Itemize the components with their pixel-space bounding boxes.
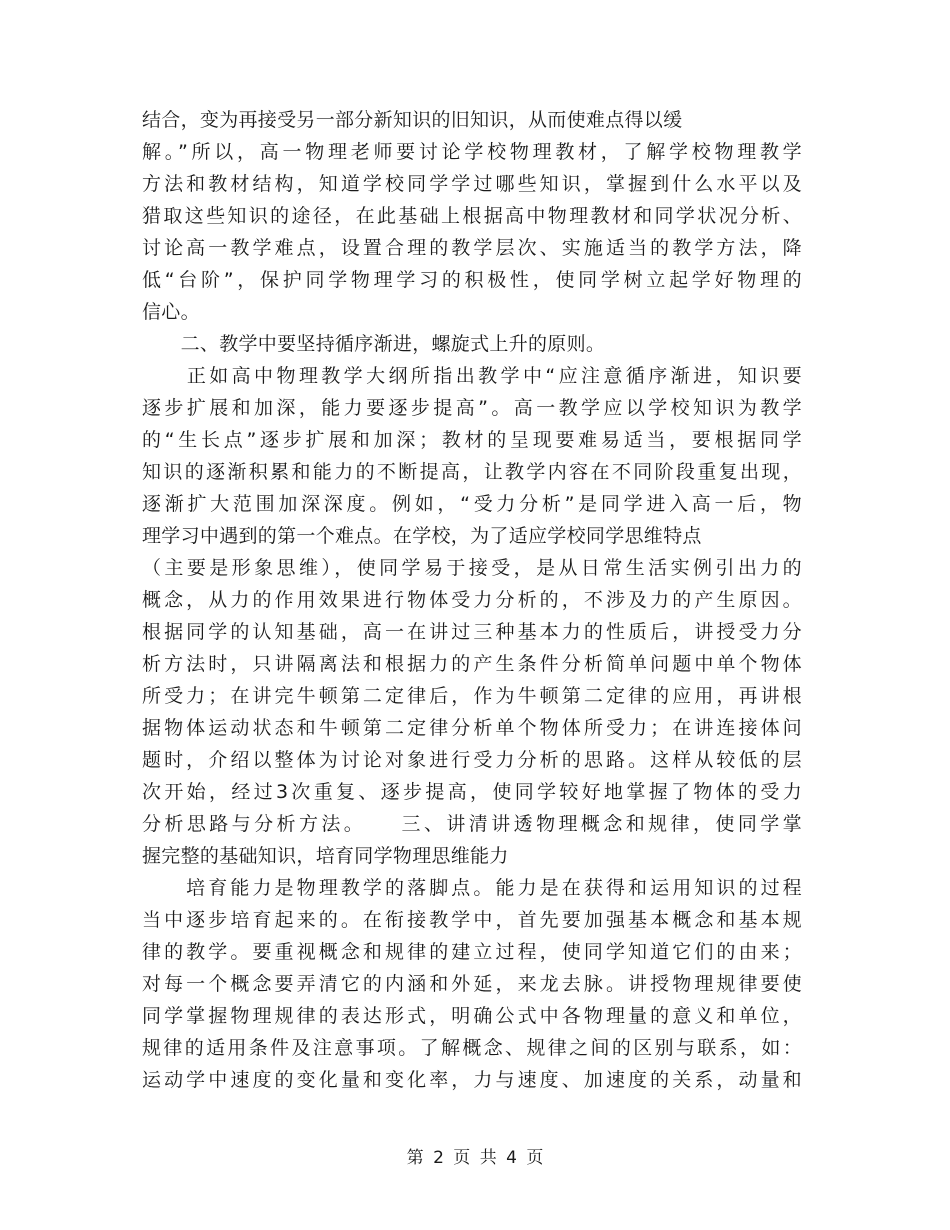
footer-label-1: 第 (406, 1148, 424, 1168)
text-line: 对每一个概念要弄清它的内涵和外延，来龙去脉。讲授物理规律要使 (142, 973, 802, 995)
text-line: 握完整的基础知识，培育同学物理思维能力 (142, 845, 509, 867)
text-line: 运动学中速度的变化量和变化率，力与速度、加速度的关系，动量和 (142, 1069, 802, 1091)
text-line: 二、教学中要坚持循序渐进，螺旋式上升的原则。 (142, 333, 606, 355)
footer-label-4: 页 (526, 1148, 544, 1168)
text-line: （主要是形象思维），使同学易于接受，是从日常生活实例引出力的 (142, 557, 802, 579)
text-line: 信心。 (142, 301, 200, 323)
text-line: 规律的适用条件及注意事项。了解概念、规律之间的区别与联系，如： (142, 1037, 802, 1059)
page-footer (0, 1146, 950, 1170)
text-line: 培育能力是物理教学的落脚点。能力是在获得和运用知识的过程 (142, 877, 802, 899)
text-line: 概念，从力的作用效果进行物体受力分析的，不涉及力的产生原因。 (142, 589, 802, 611)
page-total: 4 (506, 1148, 517, 1168)
text-line: 分析思路与分析方法。 三、讲清讲透物理概念和规律，使同学掌 (142, 813, 802, 835)
footer-label-3: 共 (479, 1148, 497, 1168)
text-line: 所受力；在讲完牛顿第二定律后，作为牛顿第二定律的应用，再讲根 (142, 685, 802, 707)
text-line: 同学掌握物理规律的表达形式，明确公式中各物理量的意义和单位， (142, 1005, 802, 1027)
text-line: 解。”所以，高一物理老师要讨论学校物理教材，了解学校物理教学 (142, 141, 802, 163)
text-line: 讨论高一教学难点，设置合理的教学层次、实施适当的教学方法，降 (142, 237, 802, 259)
text-line: 析方法时，只讲隔离法和根据力的产生条件分析简单问题中单个物体 (142, 653, 802, 675)
body-text (142, 104, 802, 1096)
text-line: 题时，介绍以整体为讨论对象进行受力分析的思路。这样从较低的层 (142, 749, 802, 771)
text-line: 的“生长点”逐步扩展和加深；教材的呈现要难易适当，要根据同学 (142, 429, 802, 451)
text-line: 知识的逐渐积累和能力的不断提高，让教学内容在不同阶段重复出现， (142, 461, 802, 483)
text-line: 理学习中遇到的第一个难点。在学校，为了适应学校同学思维特点 (142, 525, 702, 547)
footer-label-2: 页 (453, 1148, 471, 1168)
text-line: 逐渐扩大范围加深深度。例如，“受力分析”是同学进入高一后，物 (142, 493, 802, 515)
text-line: 结合，变为再接受另一部分新知识的旧知识，从而使难点得以缓 (142, 109, 683, 131)
text-line: 低“台阶”，保护同学物理学习的积极性，使同学树立起学好物理的 (142, 269, 802, 291)
text-line: 次开始，经过3次重复、逐步提高，使同学较好地掌握了物体的受力 (142, 781, 802, 803)
page-number: 2 (433, 1148, 444, 1168)
text-line: 律的教学。要重视概念和规律的建立过程，使同学知道它们的由来； (142, 941, 802, 963)
text-line: 根据同学的认知基础，高一在讲过三种基本力的性质后，讲授受力分 (142, 621, 802, 643)
text-line: 逐步扩展和加深，能力要逐步提高”。高一教学应以学校知识为教学 (142, 397, 802, 419)
text-line: 方法和教材结构，知道学校同学学过哪些知识，掌握到什么水平以及 (142, 173, 802, 195)
text-line: 据物体运动状态和牛顿第二定律分析单个物体所受力；在讲连接体问 (142, 717, 802, 739)
text-line: 当中逐步培育起来的。在衔接教学中，首先要加强基本概念和基本规 (142, 909, 802, 931)
text-line: 猎取这些知识的途径，在此基础上根据高中物理教材和同学状况分析、 (142, 205, 802, 227)
text-line: 正如高中物理教学大纲所指出教学中“应注意循序渐进，知识要 (142, 365, 802, 387)
